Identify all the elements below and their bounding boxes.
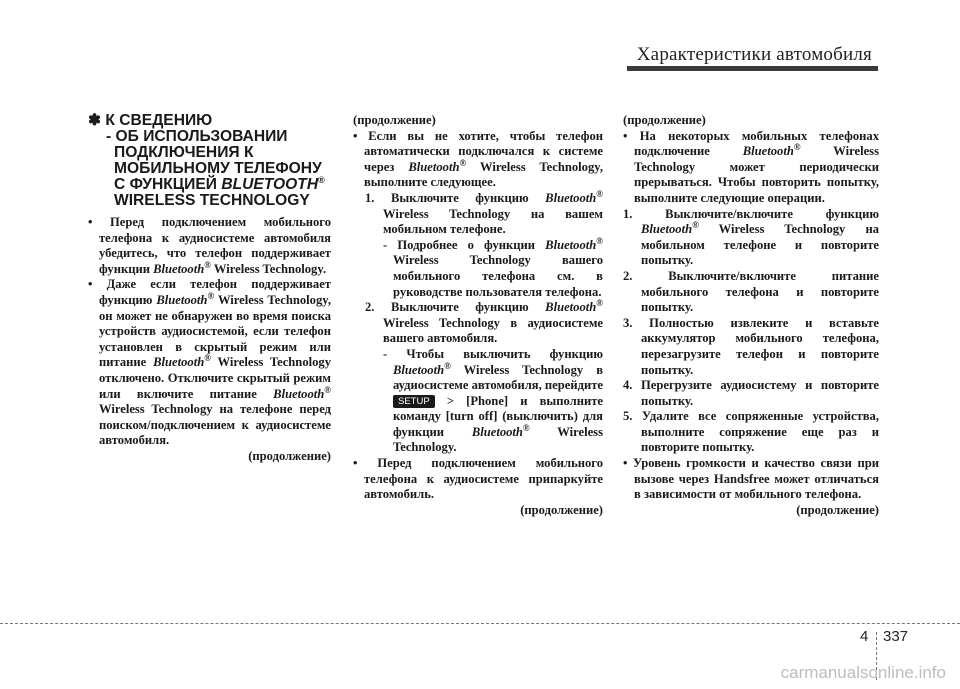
continued-label: (продолжение) [248, 448, 331, 463]
bullet-item: • Уровень громкости и качество связи при вызове через Handsfree может отличаться в зависимости от мобильного телефона. [623, 456, 879, 502]
dash-item: - Подробнее о функции Bluetooth® Wireless Technology вашего мобильного телефона см. в руководстве пользователя телефона. [383, 235, 603, 299]
continued-label: (продолжение) [623, 113, 706, 127]
heading-line: МОБИЛЬНОМУ ТЕЛЕФОНУ [114, 160, 322, 177]
bullet-item: • Если вы не хотите, чтобы телефон автоматически подключался к системе через Bluetooth® Wireless Technology, выполните следующее. [353, 128, 604, 190]
numbered-item: 2. Выключите функцию Bluetooth® Wireless Technology в аудиосистеме вашего автомобиля. [365, 297, 603, 346]
setup-button-icon: SETUP [393, 395, 435, 408]
bullet-item: • Перед подключением мобильного телефона к аудиосистеме автомобиля убедитесь, что телефон поддерживает функции Bluetooth® Wireless Technology. [88, 215, 331, 276]
star-icon: ✽ [88, 112, 102, 129]
footer-divider [0, 623, 960, 624]
watermark: carmanualsonline.info [780, 663, 946, 682]
heading-line: - ОБ ИСПОЛЬЗОВАНИИ [106, 128, 288, 145]
numbered-item: 4. Перегрузите аудиосистему и повторите попытку. [623, 378, 879, 408]
continued-label: (продолжение) [520, 502, 603, 517]
chapter-number: 4 [860, 628, 869, 645]
bullet-item: • На некоторых мобильных телефонах подключение Bluetooth® Wireless Technology может периодически прерываться. Чтобы повторить попытку, выполните следующие операции. [623, 128, 879, 205]
column-1 [88, 113, 331, 465]
heading-line: WIRELESS TECHNOLOGY [114, 192, 310, 209]
bullet-item: • Перед подключением мобильного телефона к аудиосистеме припаркуйте автомобиль. [353, 456, 603, 502]
continued-label: (продолжение) [796, 502, 879, 517]
numbered-item: 1. Выключите/включите функцию Bluetooth® Wireless Technology на мобильном телефоне и повторите попытку. [623, 206, 879, 268]
header-title: Характеристики автомобиля [636, 44, 872, 65]
column-3 [623, 113, 879, 518]
header-rule [627, 66, 878, 71]
notice-heading [88, 113, 331, 209]
numbered-item: 1. Выключите функцию Bluetooth® Wireless Technology на вашем мобильном телефоне. [365, 188, 603, 237]
dash-item: - Чтобы выключить функцию Bluetooth® Wireless Technology в аудиосистеме автомобиля, перейдите SETUP > [Phone] и выполните команду [turn off] (выключить) для функции Bluetooth® Wireless Technology. [383, 346, 604, 455]
heading-line: К СВЕДЕНИЮ [105, 112, 213, 129]
column-2 [353, 113, 603, 518]
page-number: 337 [883, 628, 909, 645]
numbered-item: 2. Выключите/включите питание мобильного телефона и повторите попытку. [623, 268, 879, 315]
numbered-item: 3. Полностью извлеките и вставьте аккумулятор мобильного телефона, перезагрузите телефон и повторите попытку. [623, 315, 879, 377]
heading-line: ПОДКЛЮЧЕНИЯ К [114, 144, 254, 161]
continued-label: (продолжение) [353, 113, 436, 127]
numbered-item: 5. Удалите все сопряженные устройства, выполните сопряжение еще раз и повторите попытку. [623, 409, 879, 455]
bullet-item: • Даже если телефон поддерживает функцию Bluetooth® Wireless Technology, он может не обнаружен во время поиска устройств аудиосистемой, если телефон установлен в скрытый режим или питание Bluetooth® Wireless Technology отключено. Отключите скрытый режим или включите питание Bluetooth® Wireless Technology на телефоне перед поиском/подключением к аудиосистеме автомобиля. [88, 277, 331, 448]
heading-line: С ФУНКЦИЕЙ BLUETOOTH® [114, 174, 325, 193]
